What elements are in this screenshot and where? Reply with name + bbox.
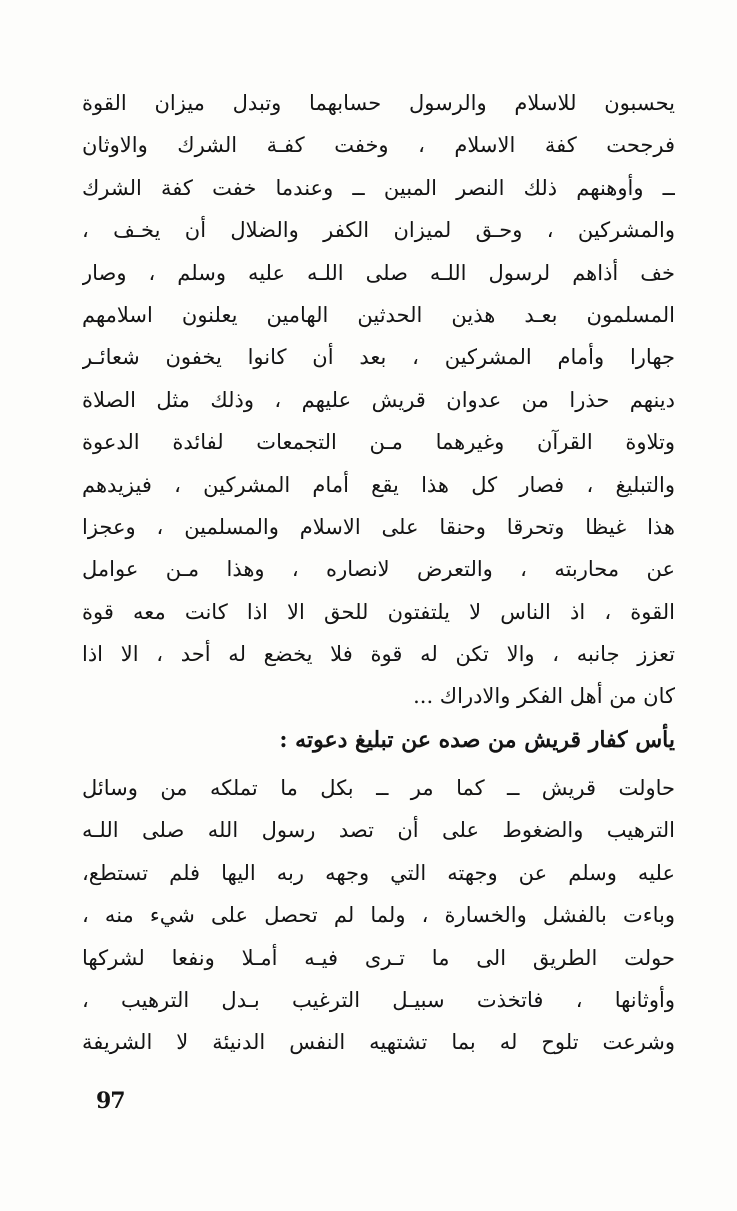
section-heading: يأس كفار قريش من صده عن تبليغ دعوته : (279, 727, 675, 753)
text-line: وأوثانها ، فاتخذت سبيـل الترغيب بـدل الترهيب ، (82, 987, 675, 1012)
text-line: والمشركين ، وحـق لميزان الكفر والضلال أن يخـف ، (82, 218, 675, 243)
text-line: عن محاربته ، والتعرض لانصاره ، وهذا مـن عوامل (82, 557, 675, 582)
text-line: القوة ، اذ الناس لا يلتفتون للحق الا اذا كانت معه قوة (82, 599, 675, 624)
text-line: المسلمون بعـد هذين الحدثين الهامين يعلنون اسلامهم (82, 302, 675, 327)
text-line: عليه وسلم عن وجهته التي وجهه ربه اليها فلم تستطع، (82, 860, 675, 885)
text-line: وتلاوة القرآن وغيرهما مـن التجمعات لفائدة الدعوة (82, 430, 675, 455)
text-line: حولت الطريق الى ما تـرى فيـه أمـلا ونفعا لشركها (82, 945, 675, 970)
text-line: دينهم حذرا من عدوان قريش عليهم ، وذلك مثل الصلاة (82, 387, 675, 412)
text-line: وباءت بالفشل والخسارة ، ولما لم تحصل على شيء منه ، (82, 903, 675, 928)
text-line: ــ وأوهنهم ذلك النصر المبين ــ وعندما خفت كفة الشرك (82, 175, 675, 200)
text-line: تعزز جانبه ، والا تكن له قوة فلا يخضع له أحد ، الا اذا (82, 642, 675, 667)
text-line: خف أذاهم لرسول اللـه صلى اللـه عليه وسلم ، وصار (82, 260, 675, 285)
paragraph-1 (82, 82, 675, 718)
paragraph-2 (82, 767, 675, 1064)
text-line: كان من أهل الفكر والادراك ... (413, 684, 675, 709)
text-line: حاولت قريش ــ كما مر ــ بكل ما تملكه من وسائل (82, 776, 675, 800)
page-number: 97 (96, 1088, 125, 1114)
text-line: يحسبون للاسلام والرسول حسابهما وتبدل ميزان القوة (82, 91, 675, 115)
text-line: هذا غيظا وتحرقا وحنقا على الاسلام والمسلمين ، وعجزا (82, 514, 675, 539)
text-line: فرجحت كفة الاسلام ، وخفت كفـة الشرك والاوثان (82, 133, 675, 158)
text-line: والتبليغ ، فصار كل هذا يقع أمام المشركين ، فيزيدهم (82, 472, 675, 497)
text-line: وشرعت تلوح له بما تشتهيه النفس الدنيئة لا الشريفة (82, 1030, 675, 1055)
text-line: جهارا وأمام المشركين ، بعد أن كانوا يخفون شعائـر (82, 345, 675, 370)
text-line: الترهيب والضغوط على أن تصد رسول الله صلى اللـه (82, 818, 675, 843)
